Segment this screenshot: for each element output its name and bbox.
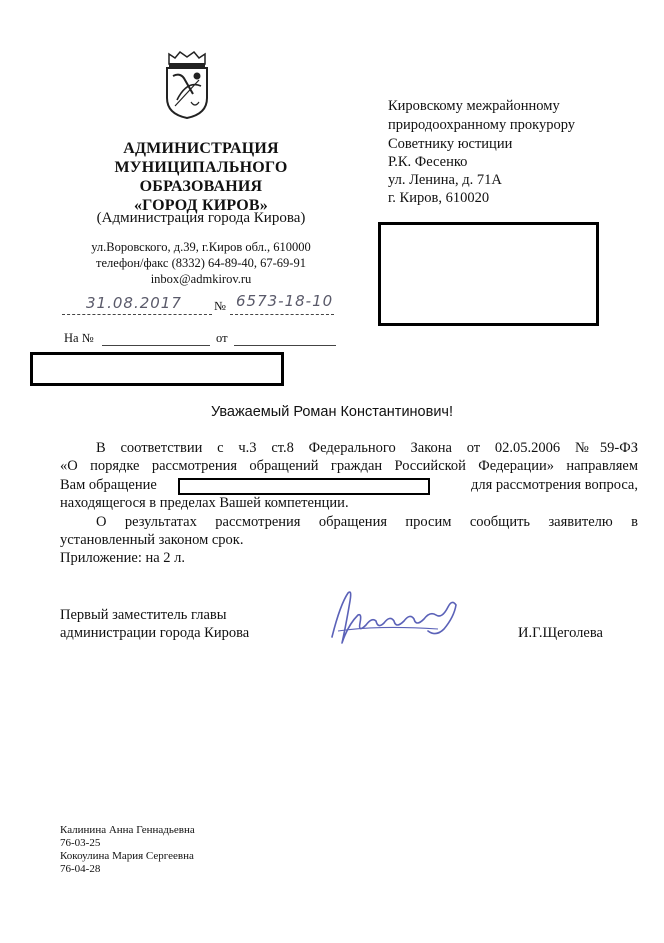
ref-date-label: от bbox=[216, 331, 228, 345]
signer-name: И.Г.Щеголева bbox=[518, 625, 603, 641]
registration-number: 6573-18-10 bbox=[236, 292, 334, 310]
org-name-line-1: АДМИНИСТРАЦИЯ bbox=[123, 140, 279, 157]
recipient-line-1: Кировскому межрайонному bbox=[388, 98, 560, 114]
body-p1-line-1: В соответствии с ч.3 ст.8 Федерального Закона от 02.05.2006 №59-ФЗ bbox=[96, 440, 638, 456]
number-sign: № bbox=[214, 299, 226, 313]
sender-address: ул.Воровского, д.39, г.Киров обл., 610000 bbox=[91, 240, 311, 254]
executor-1-phone: 76-03-25 bbox=[60, 837, 101, 849]
redacted-applicant-name bbox=[178, 478, 430, 495]
recipient-line-3: Советнику юстиции bbox=[388, 136, 513, 152]
registration-date: 31.08.2017 bbox=[86, 294, 182, 312]
body-p1-line-4: находящегося в пределах Вашей компетенции. bbox=[60, 495, 349, 511]
date-underline bbox=[62, 314, 212, 315]
body-p1-line-3-start: Вам обращение bbox=[60, 477, 157, 493]
ref-number-line bbox=[102, 345, 210, 346]
org-short-name: (Администрация города Кирова) bbox=[96, 210, 306, 226]
recipient-line-5: ул. Ленина, д. 71А bbox=[388, 172, 502, 188]
org-name-line-3: ОБРАЗОВАНИЯ bbox=[139, 178, 263, 195]
handwritten-signature-icon bbox=[318, 585, 468, 655]
ref-date-line bbox=[234, 345, 336, 346]
org-name-line-2: МУНИЦИПАЛЬНОГО bbox=[114, 159, 288, 176]
coat-of-arms-icon bbox=[163, 50, 211, 120]
redacted-block-right bbox=[378, 222, 599, 326]
executor-2-name: Кокоулина Мария Сергеевна bbox=[60, 850, 194, 862]
body-p1-line-3-end: для рассмотрения вопроса, bbox=[470, 477, 638, 493]
number-underline bbox=[230, 314, 334, 315]
recipient-line-4: Р.К. Фесенко bbox=[388, 154, 468, 170]
sender-email: inbox@admkirov.ru bbox=[150, 272, 252, 286]
executor-1-name: Калинина Анна Геннадьевна bbox=[60, 824, 195, 836]
body-p1-line-2: «О порядке рассмотрения обращений граждан Российской Федерации» направляем bbox=[60, 458, 638, 474]
org-name-line-4: «ГОРОД КИРОВ» bbox=[133, 197, 268, 214]
signer-position-line-2: администрации города Кирова bbox=[60, 625, 250, 641]
greeting: Уважаемый Роман Константинович! bbox=[210, 404, 454, 420]
body-p2-line-1: О результатах рассмотрения обращения просим сообщить заявителю в bbox=[96, 514, 638, 530]
signer-position-line-1: Первый заместитель главы bbox=[60, 607, 227, 623]
ref-number-label: На № bbox=[64, 331, 94, 345]
body-p2-line-2: установленный законом срок. bbox=[60, 532, 244, 548]
recipient-line-2: природоохранному прокурору bbox=[388, 117, 576, 133]
recipient-line-6: г. Киров, 610020 bbox=[388, 190, 490, 206]
redacted-block-left bbox=[30, 352, 284, 386]
executor-2-phone: 76-04-28 bbox=[60, 863, 101, 875]
sender-phone: телефон/факс (8332) 64-89-40, 67-69-91 bbox=[96, 256, 306, 270]
attachment-note: Приложение: на 2 л. bbox=[60, 550, 186, 566]
